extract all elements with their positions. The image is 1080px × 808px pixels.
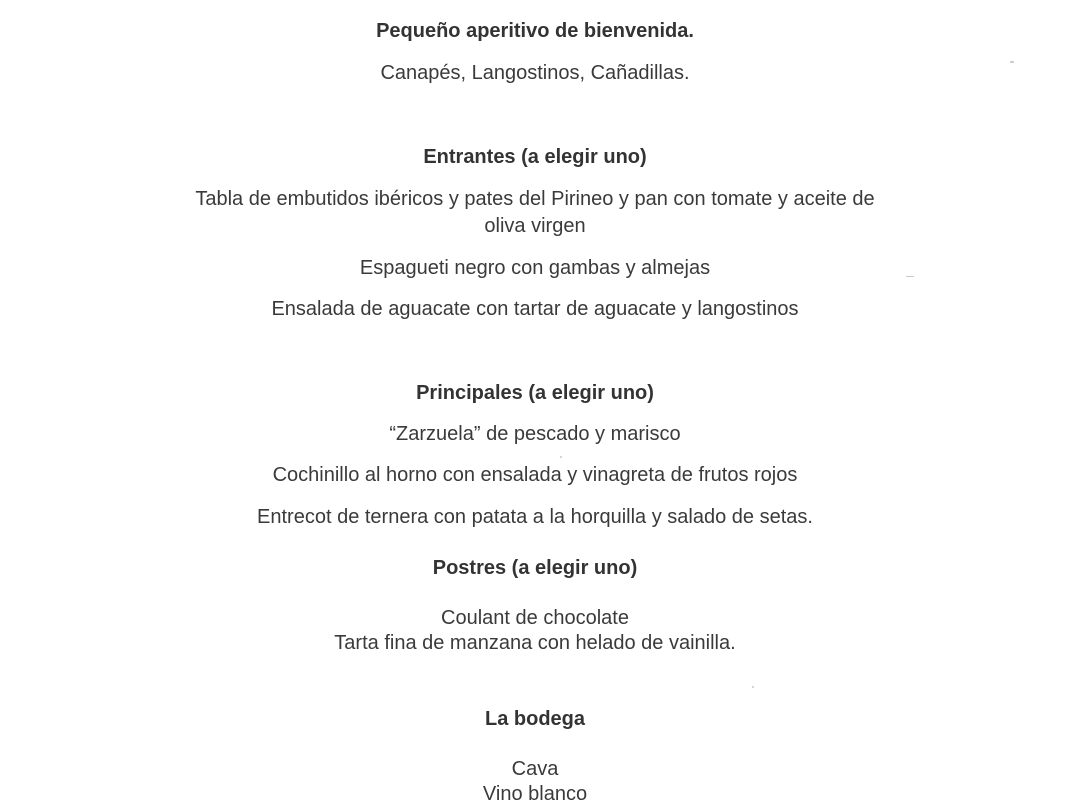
dessert-item: Coulant de chocolate	[441, 607, 629, 629]
main-item: Entrecot de ternera con patata a la horquilla y salado de setas.	[257, 506, 813, 528]
main-item: “Zarzuela” de pescado y marisco	[389, 423, 681, 445]
scan-speck	[752, 686, 754, 688]
starter-item: Ensalada de aguacate con tartar de aguacate y langostinos	[271, 298, 799, 320]
welcome-heading: Pequeño aperitivo de bienvenida.	[376, 20, 694, 42]
cellar-item: Vino blanco	[482, 783, 588, 805]
scan-speck	[1010, 61, 1014, 63]
starter-item: Tabla de embutidos ibéricos y pates del Pirineo y pan con tomate y aceite de	[195, 188, 875, 210]
desserts-heading: Postres (a elegir uno)	[432, 557, 638, 579]
cellar-item: Cava	[511, 758, 559, 780]
starters-heading: Entrantes (a elegir uno)	[423, 146, 647, 168]
mains-heading: Principales (a elegir uno)	[416, 382, 654, 404]
cellar-heading: La bodega	[484, 708, 585, 730]
starter-item-continued: oliva virgen	[484, 215, 586, 237]
main-item: Cochinillo al horno con ensalada y vinagreta de frutos rojos	[272, 464, 798, 486]
scan-speck	[560, 456, 562, 458]
starter-item: Espagueti negro con gambas y almejas	[359, 257, 711, 279]
welcome-item: Canapés, Langostinos, Cañadillas.	[380, 62, 690, 84]
dessert-item: Tarta fina de manzana con helado de vainilla.	[334, 632, 736, 654]
scan-speck	[906, 276, 914, 277]
